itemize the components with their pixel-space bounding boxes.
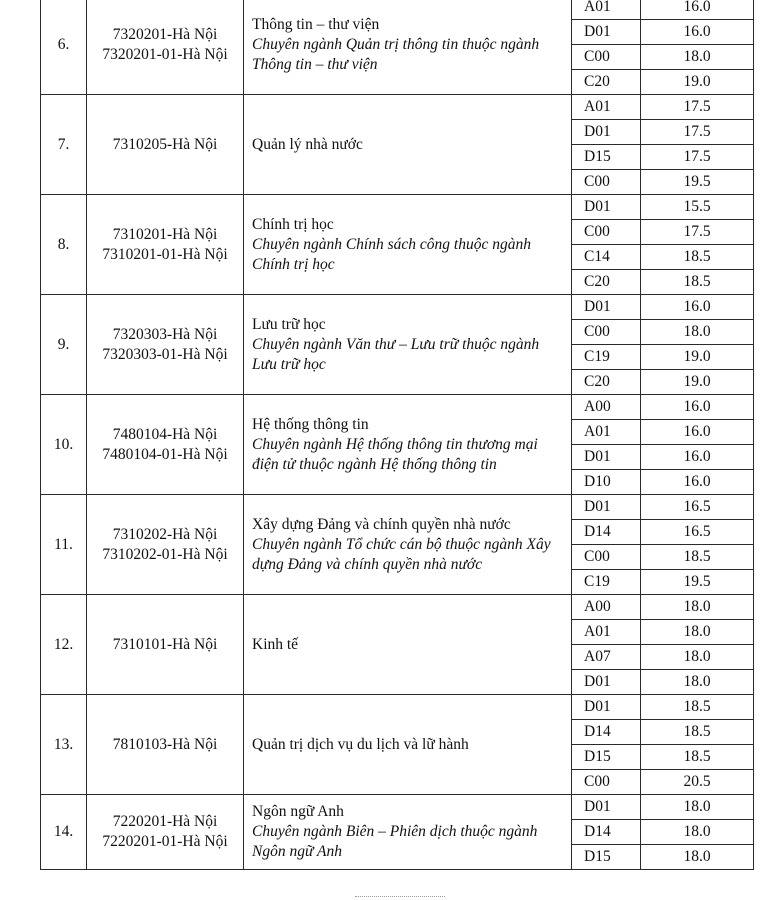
row-number: 11. — [41, 495, 87, 595]
table-row — [41, 595, 754, 620]
major-cell — [244, 495, 572, 595]
subject-combination: C00 — [572, 320, 641, 345]
subject-combination: D15 — [572, 745, 641, 770]
cutoff-score: 17.5 — [641, 120, 754, 145]
major-code-cell — [87, 0, 244, 95]
subject-combination: A07 — [572, 645, 641, 670]
cutoff-score: 18.5 — [641, 695, 754, 720]
subject-combination: D01 — [572, 670, 641, 695]
major-name: Chính trị học — [252, 215, 334, 233]
table-row — [41, 695, 754, 720]
cutoff-score: 19.0 — [641, 370, 754, 395]
page-bottom-mark — [355, 896, 445, 898]
cutoff-score: 18.5 — [641, 270, 754, 295]
major-code: 7220201-Hà Nội — [112, 813, 218, 830]
specialization-detail: Chuyên ngành Văn thư – Lưu trữ thuộc ngành Lưu trữ học — [252, 335, 540, 373]
subject-combination: C00 — [572, 545, 641, 570]
major-code-cell — [87, 95, 244, 195]
major-name: Lưu trữ học — [252, 315, 326, 333]
row-number: 14. — [41, 795, 87, 870]
specialization-detail: Chuyên ngành Biên – Phiên dịch thuộc ngành Ngôn ngữ Anh — [252, 823, 538, 860]
row-number: 13. — [41, 695, 87, 795]
major-code: 7320201-Hà Nội — [112, 25, 218, 43]
cutoff-score: 16.0 — [641, 420, 754, 445]
major-cell — [244, 595, 572, 695]
major-code-cell — [87, 595, 244, 695]
major-name: Hệ thống thông tin — [252, 415, 369, 433]
row-number: 10. — [41, 395, 87, 495]
table-row — [41, 0, 754, 20]
subject-combination: D14 — [572, 720, 641, 745]
subject-combination: D01 — [572, 695, 641, 720]
cutoff-score: 17.5 — [641, 220, 754, 245]
cutoff-score: 16.5 — [641, 495, 754, 520]
subject-combination: D01 — [572, 445, 641, 470]
subject-combination: D01 — [572, 295, 641, 320]
subject-combination: D01 — [572, 20, 641, 45]
subject-combination: D01 — [572, 795, 641, 820]
major-code: 7320303-Hà Nội — [112, 325, 218, 343]
cutoff-score: 16.0 — [641, 295, 754, 320]
table-row — [41, 395, 754, 420]
cutoff-score: 16.5 — [641, 520, 754, 545]
specialization-detail: Chuyên ngành Quản trị thông tin thuộc ngành Thông tin – thư viện — [252, 35, 540, 73]
major-cell — [244, 0, 572, 95]
cutoff-score: 18.5 — [641, 720, 754, 745]
row-number: 7. — [41, 95, 87, 195]
major-code-cell — [87, 295, 244, 395]
cutoff-score: 16.0 — [641, 445, 754, 470]
table-row — [41, 495, 754, 520]
major-code: 7310201-01-Hà Nội — [102, 245, 228, 263]
major-name: Quản lý nhà nước — [252, 135, 363, 153]
subject-combination: C00 — [572, 770, 641, 795]
cutoff-score: 16.0 — [641, 470, 754, 495]
cutoff-score: 18.0 — [641, 620, 754, 645]
major-name: Kinh tế — [252, 635, 299, 653]
table-row — [41, 295, 754, 320]
specialization-detail: Chuyên ngành Chính sách công thuộc ngành Chính trị học — [252, 235, 531, 273]
subject-combination: A01 — [572, 420, 641, 445]
table-body — [41, 0, 754, 870]
specialization-detail: Chuyên ngành Tổ chức cán bộ thuộc ngành Xây dựng Đảng và chính quyền nhà nước — [252, 535, 551, 573]
major-code: 7320201-01-Hà Nội — [102, 45, 228, 63]
major-cell — [244, 195, 572, 295]
cutoff-score: 17.5 — [641, 145, 754, 170]
cutoff-score: 18.0 — [641, 820, 754, 845]
subject-combination: A01 — [572, 95, 641, 120]
major-code-cell — [87, 695, 244, 795]
subject-combination: A00 — [572, 395, 641, 420]
cutoff-score: 18.0 — [641, 845, 754, 870]
table-row — [41, 195, 754, 220]
subject-combination: C20 — [572, 70, 641, 95]
cutoff-score: 18.0 — [641, 595, 754, 620]
cutoff-score: 19.5 — [641, 570, 754, 595]
cutoff-score: 18.5 — [641, 545, 754, 570]
cutoff-score: 18.5 — [641, 245, 754, 270]
cutoff-score: 19.5 — [641, 170, 754, 195]
subject-combination: D15 — [572, 145, 641, 170]
cutoff-score: 19.0 — [641, 70, 754, 95]
major-code: 7220201-01-Hà Nội — [102, 833, 228, 850]
cutoff-score: 19.0 — [641, 345, 754, 370]
row-number: 6. — [41, 0, 87, 95]
subject-combination: A00 — [572, 595, 641, 620]
major-code-cell — [87, 795, 244, 870]
subject-combination: D01 — [572, 195, 641, 220]
cutoff-score: 16.0 — [641, 0, 754, 20]
subject-combination: A01 — [572, 0, 641, 20]
major-cell — [244, 395, 572, 495]
subject-combination: D01 — [572, 120, 641, 145]
major-name: Xây dựng Đảng và chính quyền nhà nước — [252, 515, 511, 533]
row-number: 12. — [41, 595, 87, 695]
subject-combination: C20 — [572, 270, 641, 295]
cutoff-score: 18.5 — [641, 745, 754, 770]
cutoff-score: 16.0 — [641, 20, 754, 45]
major-code-cell — [87, 195, 244, 295]
major-code: 7320303-01-Hà Nội — [102, 345, 228, 363]
cutoff-score: 15.5 — [641, 195, 754, 220]
subject-combination: C00 — [572, 220, 641, 245]
major-code: 7480104-01-Hà Nội — [102, 445, 228, 463]
subject-combination: C19 — [572, 570, 641, 595]
subject-combination: D14 — [572, 520, 641, 545]
major-code: 7810103-Hà Nội — [112, 735, 218, 753]
major-code: 7310201-Hà Nội — [112, 225, 218, 243]
subject-combination: C19 — [572, 345, 641, 370]
table-row — [41, 795, 754, 820]
cutoff-score: 18.0 — [641, 645, 754, 670]
major-code: 7310202-01-Hà Nội — [102, 545, 228, 563]
cutoff-score: 17.5 — [641, 95, 754, 120]
major-code-cell — [87, 395, 244, 495]
subject-combination: D15 — [572, 845, 641, 870]
major-cell — [244, 95, 572, 195]
subject-combination: C20 — [572, 370, 641, 395]
cutoff-score: 18.0 — [641, 320, 754, 345]
cutoff-score: 20.5 — [641, 770, 754, 795]
major-code: 7310101-Hà Nội — [112, 635, 218, 653]
row-number: 9. — [41, 295, 87, 395]
major-name: Quản trị dịch vụ du lịch và lữ hành — [252, 735, 469, 753]
subject-combination: C00 — [572, 45, 641, 70]
cutoff-score: 16.0 — [641, 395, 754, 420]
major-code: 7310202-Hà Nội — [112, 525, 218, 543]
major-cell — [244, 695, 572, 795]
subject-combination: C14 — [572, 245, 641, 270]
cutoff-score: 18.0 — [641, 795, 754, 820]
admission-score-table — [40, 0, 754, 870]
major-code-cell — [87, 495, 244, 595]
subject-combination: D01 — [572, 495, 641, 520]
subject-combination: D14 — [572, 820, 641, 845]
table-row — [41, 95, 754, 120]
subject-combination: D10 — [572, 470, 641, 495]
subject-combination: C00 — [572, 170, 641, 195]
cutoff-score: 18.0 — [641, 45, 754, 70]
specialization-detail: Chuyên ngành Hệ thống thông tin thương mại điện tử thuộc ngành Hệ thống thông tin — [252, 435, 538, 473]
row-number: 8. — [41, 195, 87, 295]
major-name: Ngôn ngữ Anh — [252, 803, 344, 820]
major-cell — [244, 295, 572, 395]
major-cell — [244, 795, 572, 870]
subject-combination: A01 — [572, 620, 641, 645]
major-code: 7480104-Hà Nội — [112, 425, 218, 443]
major-name: Thông tin – thư viện — [252, 15, 380, 33]
cutoff-score: 18.0 — [641, 670, 754, 695]
major-code: 7310205-Hà Nội — [112, 135, 218, 153]
